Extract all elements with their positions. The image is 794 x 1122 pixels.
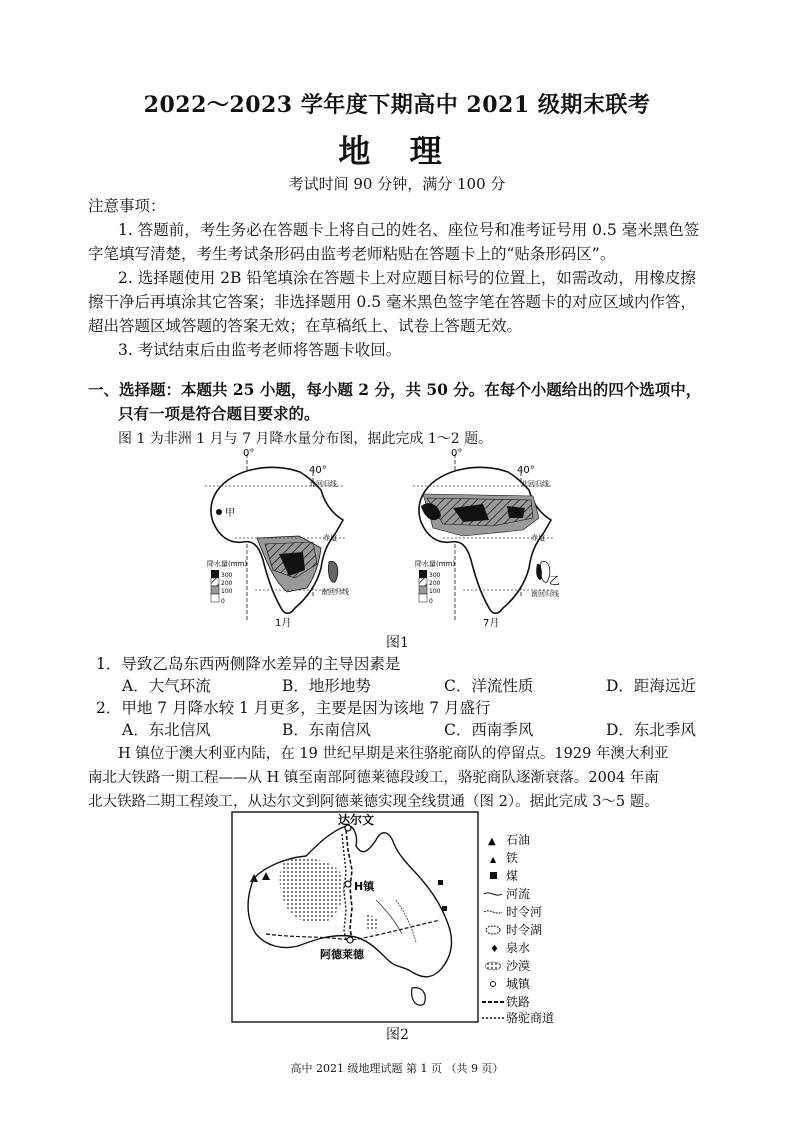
figure-1-intro: 图 1 为非洲 1 月与 7 月降水量分布图，据此完成 1～2 题。 [118, 431, 493, 447]
legend-value-100-jan: 100 [221, 588, 233, 595]
legend-oil: 石油 [506, 833, 531, 847]
exam-title: 2022～2023 学年度下期高中 2021 级期末联考 [143, 92, 651, 118]
city-darwin-label: 达尔文 [338, 813, 375, 827]
legend-value-300-jan: 300 [221, 572, 233, 579]
equator-label-jul: 赤道 [531, 534, 545, 542]
legend-desert: 沙漠 [506, 959, 531, 973]
legend-town: 城镇 [506, 977, 531, 991]
figure-1-africa-maps [195, 446, 615, 632]
legend-coal: 煤 [506, 869, 519, 883]
legend-title-jan: 降水量(mm) [207, 560, 248, 568]
figure-2-australia-map [226, 810, 576, 1024]
africa-map-january [205, 448, 349, 629]
page-footer: 高中 2021 级地理试题 第 1 页 （共 9 页） [290, 1062, 504, 1075]
legend-river: 河流 [506, 887, 531, 901]
lon-40-label-jul: 40° [517, 465, 535, 476]
legend-camel-route: 骆驼商道 [506, 1011, 555, 1024]
place-jia-marker [216, 509, 222, 515]
question-1-option-b: B．地形地势 [282, 677, 371, 695]
month-label-jan: 1月 [275, 618, 292, 629]
note-1-line-1: 1. 答题前，考生务必在答题卡上将自己的姓名、座位号和准考证号用 0.5 毫米黑色签 [118, 221, 700, 239]
note-2-line-1: 2. 选择题使用 2B 铅笔填涂在答题卡上对应题目标号的位置上，如需改动，用橡皮擦 [118, 269, 696, 287]
question-1-stem: 1．导致乙岛东西两侧降水差异的主导因素是 [96, 655, 401, 673]
question-2-stem: 2．甲地 7 月降水较 1 月更多，主要是因为该地 7 月盛行 [96, 699, 491, 717]
question-1-option-c: C．洋流性质 [444, 677, 534, 695]
lon-0-label-jan: 0° [243, 448, 255, 459]
town-h-label: H镇 [354, 880, 375, 893]
place-yi-label: 乙 [549, 574, 560, 587]
exam-info: 考试时间 90 分钟，满分 100 分 [288, 175, 506, 193]
legend-title-jul: 降水量(mm) [415, 560, 456, 568]
adelaide-marker [347, 937, 353, 943]
place-jia-label: 甲 [225, 508, 235, 519]
legend-value-0-jan: 0 [221, 598, 225, 605]
month-label-jul: 7月 [483, 618, 500, 629]
city-adelaide-label: 阿德莱德 [320, 948, 364, 961]
note-1-line-2: 字笔填写清楚，考生考试条形码由监考老师粘贴在答题卡上的“贴条形码区”。 [88, 245, 616, 263]
passage-2-line-1: H 镇位于澳大利亚内陆，在 19 世纪早期是来往骆驼商队的停留点。1929 年澳大利亚 [118, 746, 669, 762]
svg-text:▲: ▲ [488, 836, 496, 847]
legend-value-200-jan: 200 [221, 580, 233, 587]
lon-0-label-jul: 0° [451, 448, 463, 459]
legend-seasonal-river: 时令河 [506, 905, 543, 919]
tropic-north-label-jul: 北回归线 [521, 480, 549, 488]
legend-value-0-jul: 0 [429, 598, 433, 605]
section-1-heading: 一、选择题：本题共 25 小题，每小题 2 分，共 50 分。在每个小题给出的四个选项中， [88, 380, 702, 399]
question-2-option-b: B．东南信风 [282, 721, 371, 739]
figure-1-caption: 图1 [386, 635, 409, 651]
legend-spring: 泉水 [506, 941, 531, 955]
legend-value-200-jul: 200 [429, 580, 441, 587]
lon-40-label-jan: 40° [309, 465, 327, 476]
tropic-south-label-jul: 南回归线 [531, 590, 559, 598]
legend-iron: 铁 [506, 851, 519, 865]
question-2-option-a: A．东北信风 [122, 721, 211, 739]
tropic-south-label-jan: 南回归线 [321, 588, 349, 596]
tropic-north-label-jan: 北回归线 [309, 480, 337, 488]
passage-2-line-2: 南北大铁路一期工程——从 H 镇至南部阿德莱德段竣工，骆驼商队逐渐衰落。2004 年南 [88, 770, 659, 786]
legend-seasonal-lake: 时令湖 [506, 923, 543, 937]
legend-value-100-jul: 100 [429, 588, 441, 595]
svg-text:▲: ▲ [490, 855, 497, 864]
section-1-heading-line-2: 只有一项是符合题目要求的。 [118, 404, 320, 423]
question-2-option-d: D．东北季风 [606, 721, 696, 739]
equator-label-jan: 赤道 [323, 534, 337, 542]
note-3: 3. 考试结束后由监考老师将答题卡收回。 [118, 341, 402, 359]
figure-2-caption: 图2 [386, 1027, 409, 1043]
town-h-marker [345, 881, 351, 887]
subject-title: 地 理 [338, 132, 456, 170]
africa-map-july [413, 448, 560, 629]
question-1-option-d: D．距海远近 [606, 677, 696, 695]
question-2-option-c: C．西南季风 [444, 721, 534, 739]
note-2-line-3: 超出答题区域答题的答案无效；在草稿纸上、试卷上答题无效。 [88, 317, 523, 335]
question-1-option-a: A．大气环流 [122, 677, 211, 695]
svg-text:♦: ♦ [490, 944, 499, 955]
notes-heading: 注意事项： [88, 197, 166, 215]
legend-value-300-jul: 300 [429, 572, 441, 579]
note-2-line-2: 擦干净后再填涂其它答案；非选择题用 0.5 毫米黑色签字笔在答题卡的对应区域内作答， [88, 293, 697, 311]
legend-railway: 铁路 [506, 995, 531, 1009]
passage-2-line-3: 北大铁路二期工程竣工，从达尔文到阿德莱德实现全线贯通（图 2）。据此完成 3～5 题。 [88, 794, 659, 810]
figure-2-legend [482, 832, 554, 1024]
